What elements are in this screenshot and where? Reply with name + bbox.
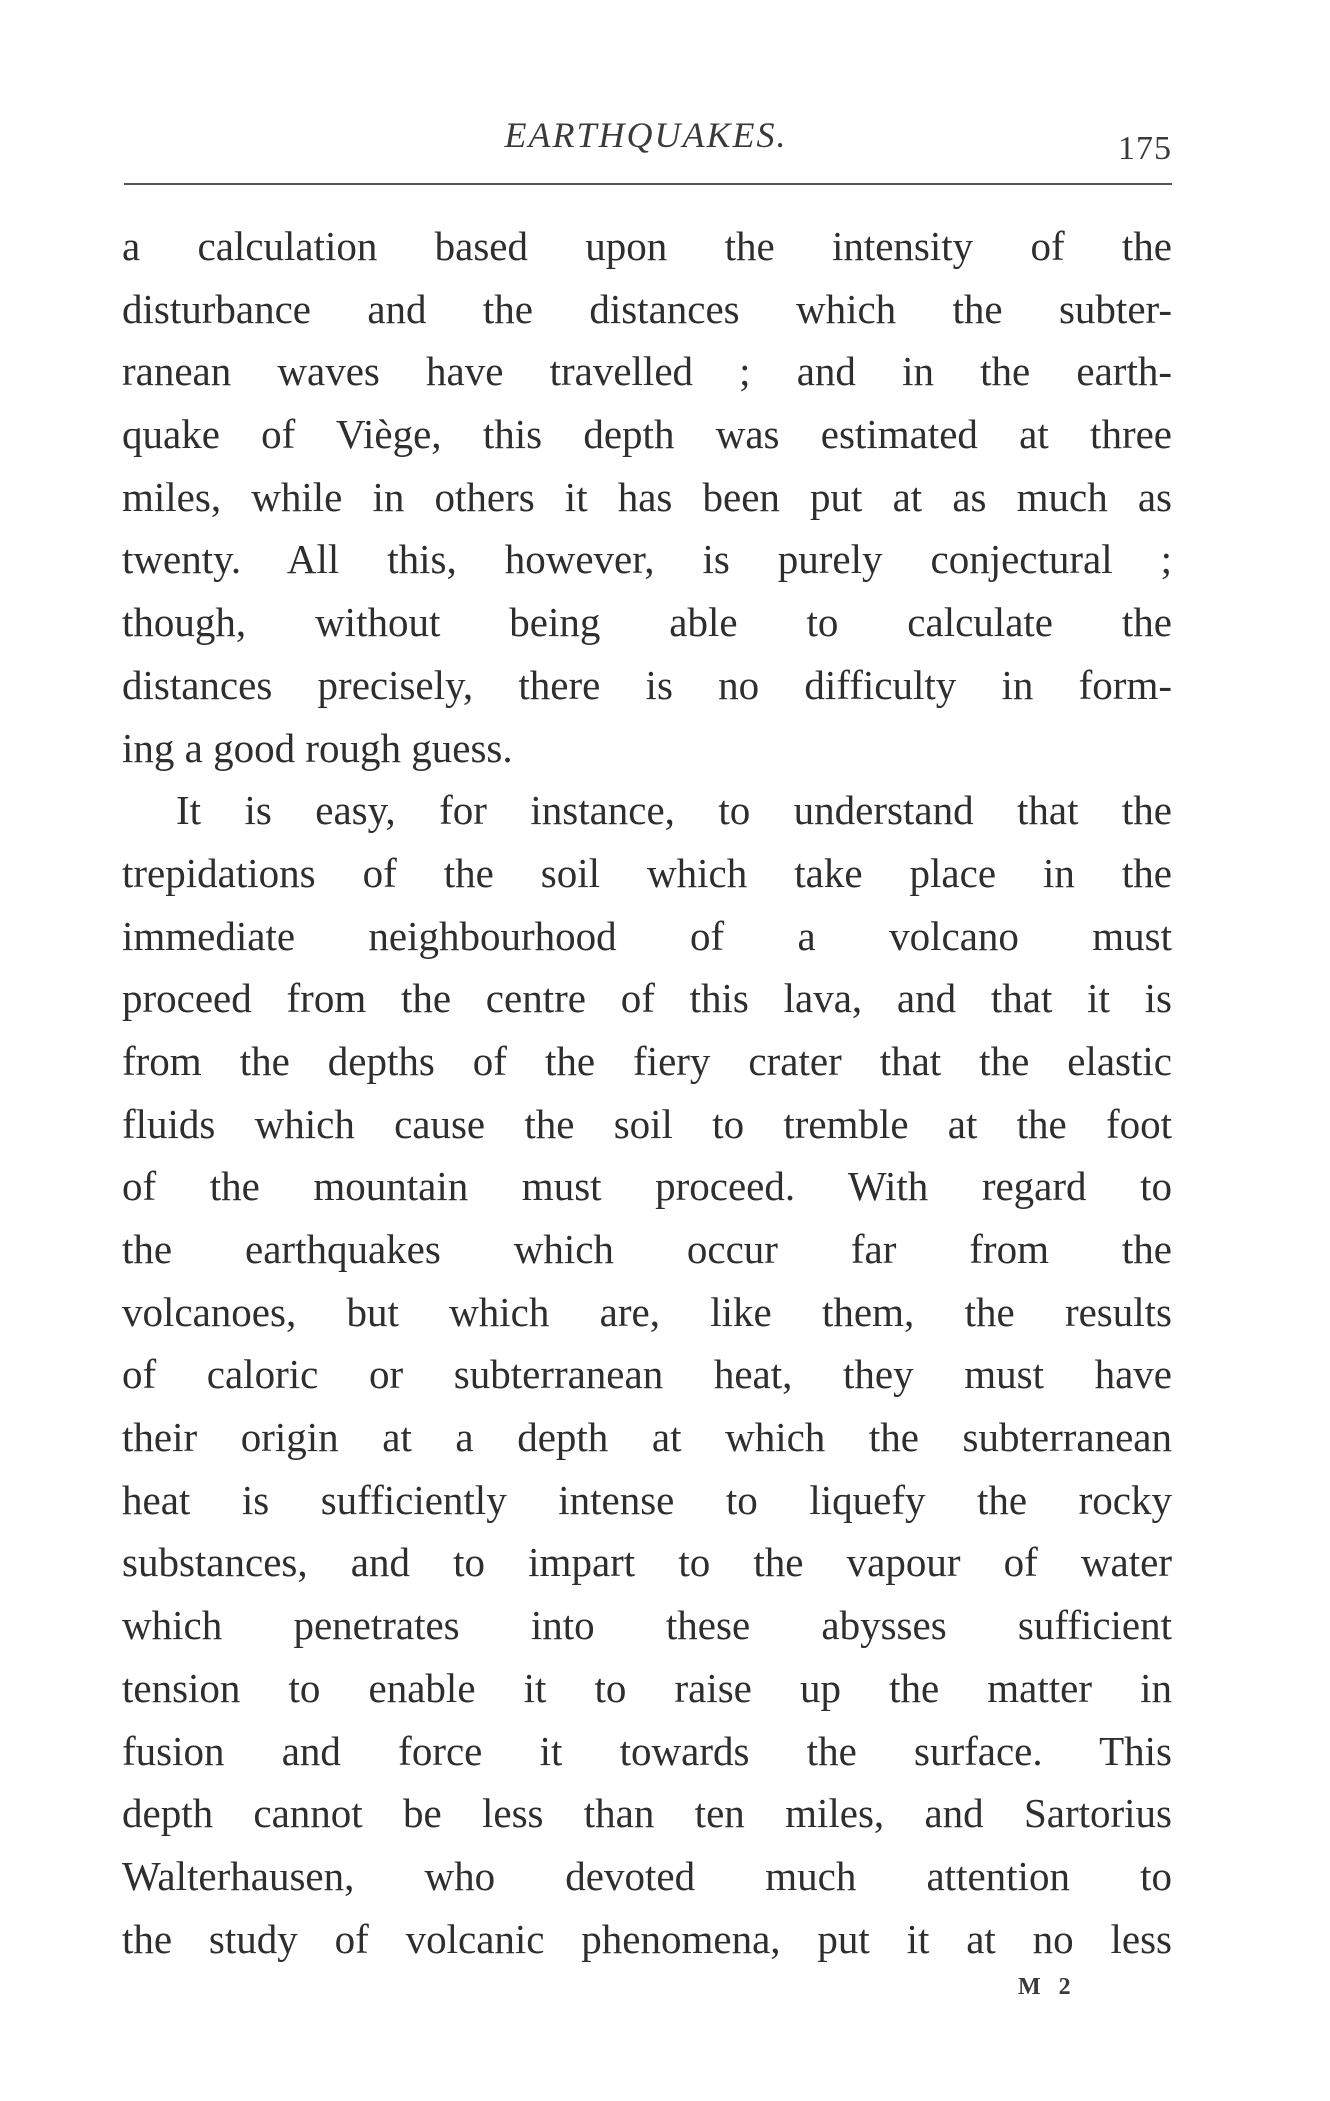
text-line: heat is sufficiently intense to liquefy the rocky bbox=[122, 1476, 1172, 1523]
text-line: the earthquakes which occur far from the bbox=[122, 1226, 1172, 1272]
text-line: of the mountain must proceed. With regard to bbox=[122, 1163, 1172, 1210]
text-line: It is easy, for instance, to understand that the bbox=[176, 787, 1172, 834]
text-line: immediate neighbourhood of a volcano must bbox=[122, 912, 1172, 959]
text-line: from the depths of the fiery crater that the elastic bbox=[122, 1037, 1172, 1084]
body-text bbox=[122, 215, 1172, 1970]
text-line: tension to enable it to raise up the matter in bbox=[122, 1664, 1172, 1711]
text-line: volcanoes, but which are, like them, the results bbox=[122, 1288, 1172, 1335]
text-line: a calculation based upon the intensity of the bbox=[122, 223, 1172, 269]
running-title: EARTHQUAKES. bbox=[504, 115, 788, 155]
text-line: distances precisely, there is no difficulty in form- bbox=[122, 661, 1172, 708]
header-rule bbox=[124, 183, 1172, 185]
text-line: though, without being able to calculate the bbox=[122, 599, 1172, 646]
text-line: substances, and to impart to the vapour of water bbox=[122, 1539, 1172, 1586]
text-line: disturbance and the distances which the subter- bbox=[122, 285, 1172, 332]
text-line: the study of volcanic phenomena, put it at no less bbox=[122, 1915, 1172, 1962]
page-header bbox=[120, 108, 1172, 168]
paragraph bbox=[122, 215, 1172, 779]
text-line: proceed from the centre of this lava, and that it is bbox=[122, 975, 1172, 1022]
paragraph bbox=[122, 779, 1172, 1970]
text-line: quake of Viège, this depth was estimated at three bbox=[122, 411, 1172, 458]
text-line: miles, while in others it has been put at as much as bbox=[122, 473, 1172, 520]
text-line: ing a good rough guess. bbox=[122, 724, 513, 771]
text-line: their origin at a depth at which the subterranean bbox=[122, 1414, 1172, 1461]
text-line: ranean waves have travelled ; and in the earth- bbox=[122, 348, 1172, 395]
page-number: 175 bbox=[1118, 130, 1172, 167]
text-line: which penetrates into these abysses sufficient bbox=[122, 1602, 1172, 1649]
text-line: of caloric or subterranean heat, they must have bbox=[122, 1351, 1172, 1398]
text-line: twenty. All this, however, is purely conjectural ; bbox=[122, 536, 1172, 583]
signature-mark: M 2 bbox=[1018, 1974, 1077, 2000]
text-line: depth cannot be less than ten miles, and Sartorius bbox=[122, 1790, 1172, 1837]
text-line: Walterhausen, who devoted much attention to bbox=[122, 1852, 1172, 1899]
text-line: trepidations of the soil which take place in the bbox=[122, 849, 1172, 896]
text-line: fusion and force it towards the surface. This bbox=[122, 1727, 1172, 1774]
text-line: fluids which cause the soil to tremble at the foot bbox=[122, 1100, 1172, 1147]
